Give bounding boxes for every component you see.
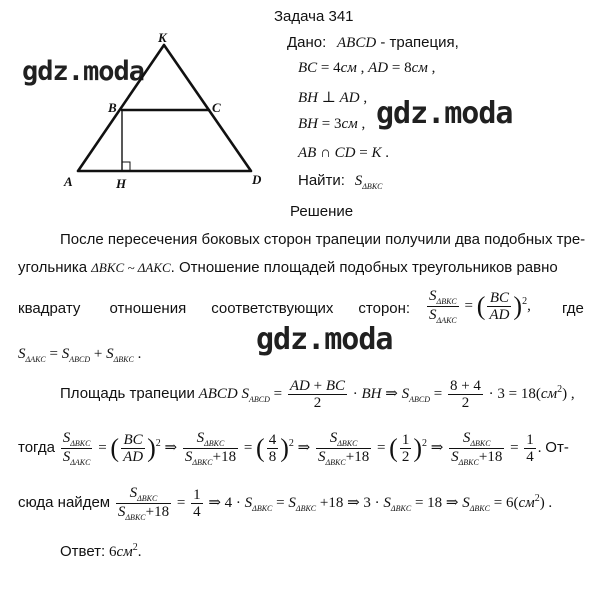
solution-heading: Решение — [290, 203, 354, 220]
from-here-line: сюда найдем $\frac{S_{\Delta BKC}}{S_{\Delta BKC}+18}$ = $\frac{1}{4}$ ⇒ $4 \cdot S_{\Delta BKC} = S_{\Delta BKC} +18$ ⇒ $3 \cdot S_{\Delta BKC} = 18$ ⇒ $S_{\Delta BKC} = 6(см^2)$ . — [18, 485, 553, 522]
ratio-formula: $\frac{S_{\Delta BKC}}{S_{\Delta AKC}}$ = ( $\frac{BC}{AD}$ )$^2$, — [429, 288, 531, 325]
given-line-3: BH ⊥ AD , — [298, 90, 368, 106]
label-b: B — [108, 100, 117, 115]
label-a: A — [64, 174, 73, 189]
given-label: Дано: — [287, 34, 327, 51]
given-line-4: BH = 3см , — [298, 116, 366, 132]
watermark-top-right: gdz.moda — [376, 96, 513, 131]
right-angle-mark — [122, 162, 130, 171]
label-c: C — [212, 100, 221, 115]
then-line: тогда $\frac{S_{\Delta BKC}}{S_{\Delta AKC}}$ = ( $\frac{BC}{AD}$ )$^2$ ⇒ $\frac{S_{\Delta BKC}}{S_{\Delta BKC}+18}$ = ( $\frac{4}{8}$ )$^2$ ⇒ $\frac{S_{\Delta BKC}}{S_{\Delta BKC}+18}$ = ( $\frac{1}{2}$ )$^2$ ⇒ $\frac{S_{\Delta BKC}}{S_{\Delta BKC}+18}$ = $\frac{1}{4}$ . От- — [18, 430, 569, 467]
para-line-1: После пересечения боковых сторон трапеции получили два подобных тре- — [60, 231, 586, 248]
area-line: Площадь трапеции ABCD $S_{ABCD}$ = $\frac{AD + BC}{2}$ · BH ⇒ $S_{ABCD}$ = $\frac{8 + 4}{2}$ · $3 = 18(см^2)$ , — [60, 378, 575, 411]
label-k: K — [158, 30, 167, 45]
answer-line: Ответ: $6см^2$. — [60, 542, 142, 560]
given-line-2: BC = 4см , AD = 8см , — [298, 60, 436, 76]
triangle-akd — [78, 45, 251, 171]
watermark-left: gdz.moda — [22, 56, 145, 87]
where-word: где — [562, 300, 584, 317]
task-title: Задача 341 — [274, 8, 354, 25]
watermark-middle: gdz.moda — [256, 322, 393, 357]
label-d: D — [252, 172, 262, 187]
find-line: Найти: $S_{\Delta BKC}$ — [298, 172, 383, 191]
given-line-1: ABCD - трапеция, — [337, 34, 459, 51]
label-h: H — [116, 176, 127, 191]
given-line-5: AB ∩ CD = K . — [298, 145, 389, 161]
para-line-2: угольника ΔBKC ~ ΔAKC. Отношение площадей подобных треугольников равно — [18, 259, 558, 276]
sum-formula: $S_{\Delta AKC} = S_{ABCD} + S_{\Delta BKC}$ . — [18, 346, 142, 364]
trapezoid-figure — [60, 30, 270, 195]
para-line-3a: квадрату отношения соответствующих сторон: — [18, 300, 411, 317]
